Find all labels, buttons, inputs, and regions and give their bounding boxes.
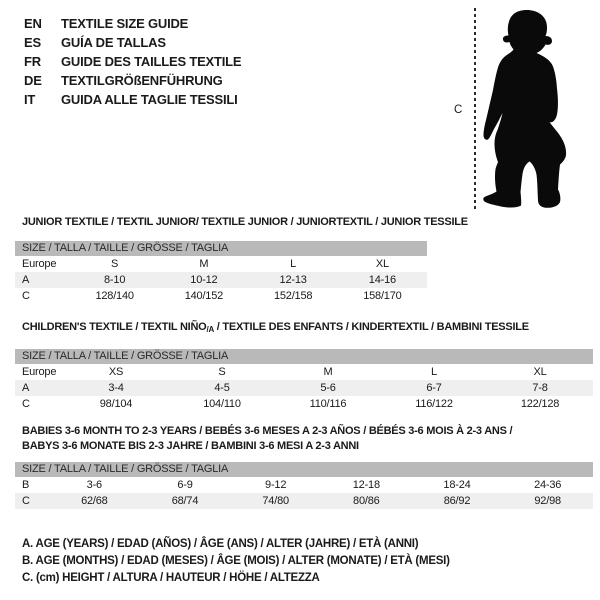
months-cell: 24-36: [534, 479, 562, 491]
row-label: B: [22, 479, 30, 491]
height-cell: 68/74: [171, 495, 199, 507]
size-header-bar: SIZE / TALLA / TAILLE / GRÖSSE / TAGLIA: [15, 462, 593, 477]
height-measure-dashed-line: [474, 8, 476, 209]
height-cell: 158/170: [363, 290, 402, 302]
height-cell: 104/110: [203, 398, 241, 410]
junior-textile-table: [15, 215, 468, 304]
size-header-bar: SIZE / TALLA / TAILLE / GRÖSSE / TAGLIA: [15, 349, 593, 364]
title-part: / TEXTILE DES ENFANTS / KINDERTEXTIL / BAMBINI TESSILE: [213, 321, 529, 333]
guide-title-de: TEXTILGRÖßENFÜHRUNG: [61, 73, 223, 88]
language-code: IT: [24, 92, 36, 107]
size-cell: S: [218, 366, 226, 378]
size-cell: M: [199, 258, 209, 270]
table-row-months: [15, 477, 593, 493]
age-cell: 8-10: [104, 274, 126, 286]
baby-silhouette-icon: [480, 5, 575, 212]
row-label: C: [22, 290, 30, 302]
size-cell: XL: [375, 258, 389, 270]
babies-title-line2: BABYS 3-6 MONATE BIS 2-3 JAHRE / BAMBINI 3-6 MESI A 2-3 ANNI: [22, 440, 359, 452]
table-row-age: [15, 380, 593, 396]
language-row-es: [24, 33, 241, 52]
height-cell: 140/152: [184, 290, 224, 302]
size-cell: L: [290, 258, 297, 270]
age-cell: 14-16: [368, 274, 396, 286]
title-subscript: /A: [206, 325, 214, 334]
size-cell: S: [111, 258, 119, 270]
age-cell: 4-5: [214, 382, 230, 394]
age-cell: 6-7: [426, 382, 442, 394]
guide-title-en: TEXTILE SIZE GUIDE: [61, 16, 189, 31]
table-row-height: [15, 493, 593, 509]
age-cell: 7-8: [532, 382, 548, 394]
age-cell: 3-4: [108, 382, 124, 394]
guide-title-es: GUÍA DE TALLAS: [61, 35, 166, 50]
age-cell: 12-13: [279, 274, 307, 286]
table-row-height: [15, 396, 593, 412]
row-label: C: [22, 495, 30, 507]
row-label: Europe: [22, 366, 57, 378]
height-cell: 86/92: [443, 495, 471, 507]
months-cell: 3-6: [86, 479, 102, 491]
table-row-age: [15, 272, 427, 288]
babies-title-line1: BABIES 3-6 MONTH TO 2-3 YEARS / BEBÉS 3-6 MESES A 2-3 AÑOS / BÉBÉS 3-6 MOIS À 2-3 ANS /: [22, 425, 513, 437]
babies-table-title: [15, 424, 593, 454]
height-cell: 98/104: [99, 398, 133, 410]
height-cell: 74/80: [262, 495, 289, 507]
row-label: A: [22, 382, 30, 394]
guide-title-fr: GUIDE DES TAILLES TEXTILE: [61, 54, 242, 69]
language-row-it: [24, 90, 241, 109]
language-title-list: [24, 14, 241, 109]
size-cell: XS: [108, 366, 124, 378]
table-row-europe: [15, 364, 593, 380]
language-row-en: [24, 14, 241, 33]
title-part: CHILDREN'S TEXTILE / TEXTIL NIÑO: [22, 321, 207, 333]
size-cell: M: [323, 366, 333, 378]
age-cell: 10-12: [190, 274, 218, 286]
row-label: C: [22, 398, 30, 410]
language-code: ES: [24, 35, 41, 50]
size-cell: L: [431, 366, 437, 378]
months-cell: 12-18: [352, 479, 380, 491]
row-label: A: [22, 274, 30, 286]
height-cell: 152/158: [273, 290, 313, 302]
months-cell: 9-12: [265, 479, 287, 491]
babies-textile-table: [15, 424, 593, 509]
height-cell: 116/122: [415, 398, 453, 410]
size-cell: XL: [533, 366, 547, 378]
height-cell: 122/128: [520, 398, 560, 410]
note-age-years: A. AGE (YEARS) / EDAD (AÑOS) / ÂGE (ANS) / ALTER (JAHRE) / ETÀ (ANNI): [22, 538, 419, 550]
language-code: FR: [24, 54, 41, 69]
baby-height-figure: [450, 5, 580, 215]
age-cell: 5-6: [320, 382, 336, 394]
note-height-cm: C. (cm) HEIGHT / ALTURA / HAUTEUR / HÖHE / ALTEZZA: [22, 572, 320, 584]
language-code: EN: [24, 16, 42, 31]
months-cell: 6-9: [177, 479, 193, 491]
childrens-textile-table: [15, 320, 593, 412]
language-row-fr: [24, 52, 241, 71]
height-cell: 110/116: [309, 398, 347, 410]
legend-notes: [22, 536, 450, 587]
height-cell: 92/98: [534, 495, 561, 507]
height-cell: 80/86: [353, 495, 380, 507]
table-row-height: [15, 288, 427, 304]
height-cell: 128/140: [95, 290, 134, 302]
language-code: DE: [24, 73, 42, 88]
height-cell: 62/68: [81, 495, 108, 507]
language-row-de: [24, 71, 241, 90]
size-header-bar: SIZE / TALLA / TAILLE / GRÖSSE / TAGLIA: [15, 241, 427, 256]
note-age-months: B. AGE (MONTHS) / EDAD (MESES) / ÂGE (MOIS) / ALTER (MONATE) / ETÀ (MESI): [22, 555, 450, 567]
row-label: Europe: [22, 258, 57, 270]
childrens-table-title: [15, 320, 593, 337]
months-cell: 18-24: [443, 479, 471, 491]
junior-table-title: JUNIOR TEXTILE / TEXTIL JUNIOR/ TEXTILE JUNIOR / JUNIORTEXTIL / JUNIOR TESSILE: [22, 216, 468, 228]
table-row-europe: [15, 256, 427, 272]
height-measure-label: C: [454, 104, 463, 116]
guide-title-it: GUIDA ALLE TAGLIE TESSILI: [61, 92, 238, 107]
